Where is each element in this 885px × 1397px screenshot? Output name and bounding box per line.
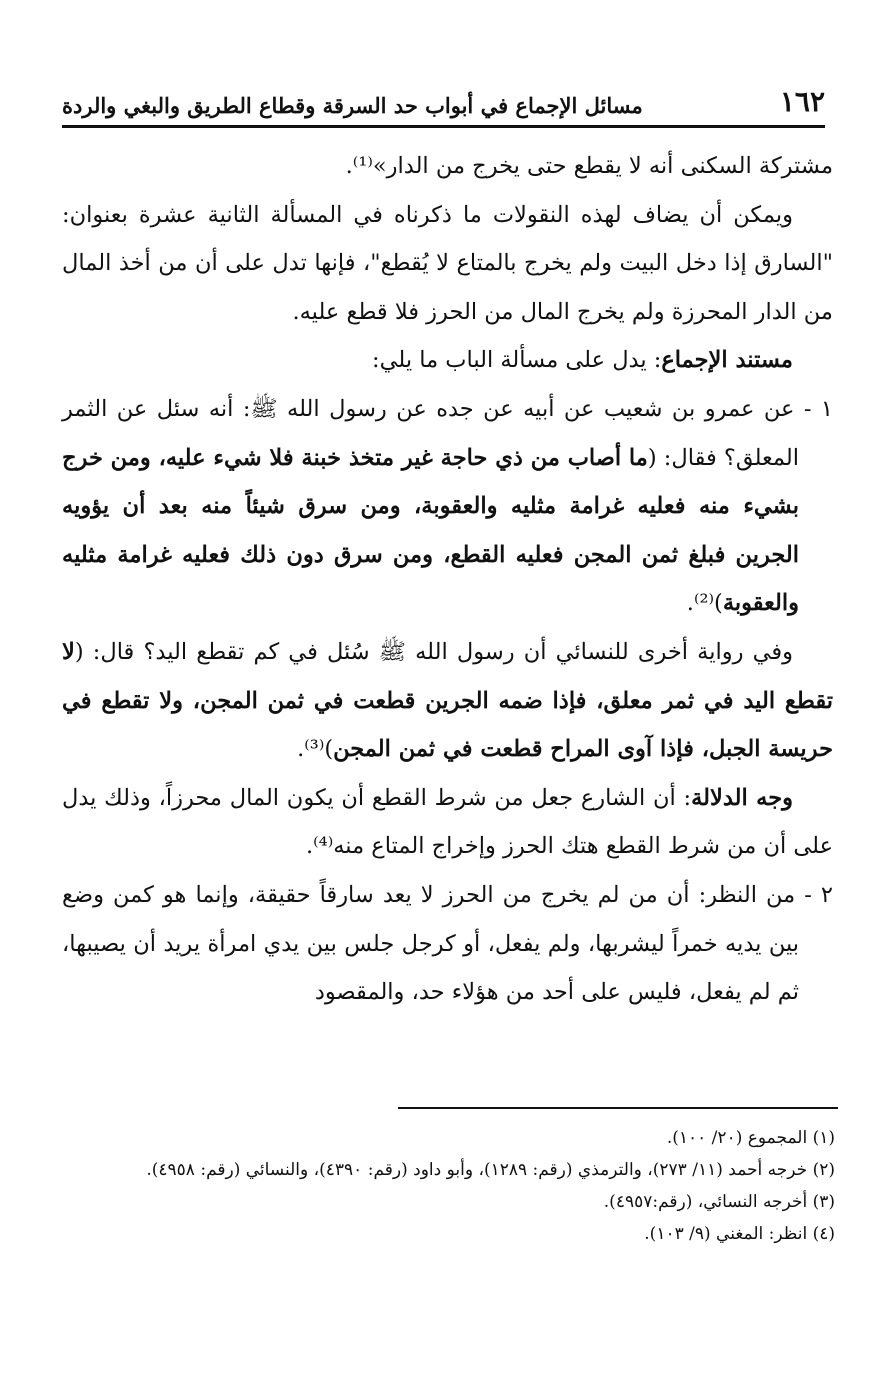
footnotes [62,1122,835,1250]
main-text [62,142,833,1017]
header-rule [62,125,825,128]
section-label-evidence: وجه الدلالة [691,784,793,811]
paragraph-4-lead: ١ - عن عمرو بن شعيب عن أبيه عن جده عن رسول الله ﷺ: أنه سئل عن الثمر المعلق؟ فقال: ( [62,395,833,471]
paragraph-6 [62,774,833,871]
paragraph-6-text: : أن الشارع جعل من شرط القطع أن يكون المال محرزاً، وذلك يدل على أن من شرط القطع هتك الحرز وإخراج المتاع منه⁽⁴⁾. [62,784,833,860]
paragraph-4-end: )⁽²⁾. [686,590,723,617]
paragraph-5-lead: وفي رواية أخرى للنسائي أن رسول الله ﷺ سُئل في كم تقطع اليد؟ قال: ( [74,638,793,665]
section-label-consensus-basis: مستند الإجماع [661,347,793,374]
paragraph-5 [62,628,833,774]
footnote-2: (٢) خرجه أحمد (١١/ ٢٧٣)، والترمذي (رقم: ١٢٨٩)، وأبو داود (رقم: ٤٣٩٠)، والنسائي (رقم: ٤٩٥٨). [146,1160,835,1180]
paragraph-3 [62,336,833,385]
footnote-1: (١) المجموع (٢٠/ ١٠٠). [666,1128,835,1148]
paragraph-5-end: )⁽³⁾. [297,736,334,763]
running-title: مسائل الإجماع في أبواب حد السرقة وقطاع الطريق والبغي والردة [62,93,643,118]
paragraph-2: ويمكن أن يضاف لهذه النقولات ما ذكرناه في المسألة الثانية عشرة بعنوان: "السارق إذا دخل البيت ولم يخرج بالمتاع لا يُقطع"، فإنها تدل على أن من أخذ المال من الدار المحرزة ولم يخرج المال من الحرز فلا قطع عليه. [62,201,833,325]
paragraph-1: مشتركة السكنى أنه لا يقطع حتى يخرج من الدار»⁽¹⁾. [345,153,833,179]
footnote-rule [398,1107,838,1109]
page-header [62,70,825,118]
paragraph-4 [62,385,833,628]
paragraph-7: ٢ - من النظر: أن من لم يخرج من الحرز لا يعد سارقاً حقيقة، وإنما هو كمن وضع بين يديه خمراً ليشربها، ولم يفعل، أو كرجل جلس بين يدي امرأة يريد أن يصيبها، ثم لم يفعل، فليس على أحد من هؤلاء حد، والمقصود [62,881,833,1006]
hadith-text-1: ما أصاب من ذي حاجة غير متخذ خبنة فلا شيء عليه، ومن خرج بشيء منه فعليه غرامة مثليه والعقوبة، ومن سرق شيئاً منه بعد أن يؤويه الجرين فبلغ ثمن المجن فعليه القطع، ومن سرق دون ذلك فعليه غرامة مثليه والعقوبة [62,444,799,617]
footnote-4: (٤) انظر: المغني (٩/ ١٠٣). [644,1224,835,1244]
paragraph-3-text: : يدل على مسألة الباب ما يلي: [372,347,662,374]
footnote-3: (٣) أخرجه النسائي، (رقم:٤٩٥٧). [603,1192,835,1212]
hadith-text-2: لا تقطع اليد في ثمر معلق، فإذا ضمه الجرين قطعت في ثمن المجن، ولا تقطع في حريسة الجبل، فإذا آوى المراح قطعت في ثمن المجن [62,638,833,763]
page-number: ١٦٢ [779,85,825,118]
